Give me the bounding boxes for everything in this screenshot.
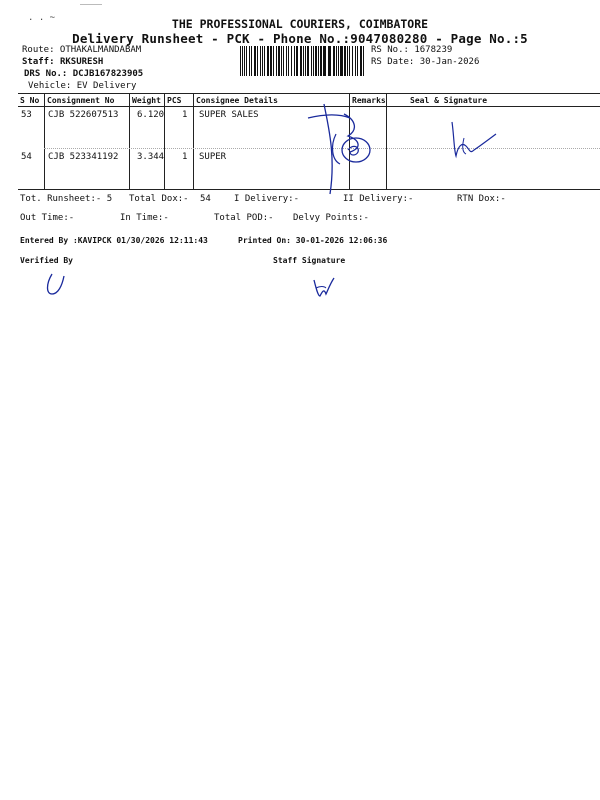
row-consignee: SUPER [199, 152, 227, 162]
total-dox-value: 54 [200, 194, 211, 204]
header-remarks: Remarks [352, 96, 386, 105]
vehicle-info: Vehicle: EV Delivery [28, 81, 137, 91]
staff-info [22, 57, 103, 67]
printed-on: Printed On: 30-01-2026 12:06:36 [238, 236, 388, 245]
row-pcs: 1 [182, 152, 188, 162]
staff-signature-mark [308, 274, 338, 302]
header-pcs: PCS [167, 96, 182, 105]
corner-marks: . . ~ [28, 13, 56, 23]
total-dox-label: Total Dox:- [129, 194, 189, 204]
staff-signature-label: Staff Signature [273, 256, 346, 265]
row-sno: 54 [21, 152, 32, 162]
handwritten-remark-mark [300, 100, 390, 200]
header-consignee: Consignee Details [196, 96, 278, 105]
row-consignment: CJB 523341192 [48, 152, 119, 162]
i-delivery: I Delivery:- [234, 194, 300, 204]
row-pcs: 1 [182, 110, 188, 120]
row-consignee: SUPER SALES [199, 110, 259, 120]
ii-delivery: II Delivery:- [343, 194, 414, 204]
rtn-dox: RTN Dox:- [457, 194, 506, 204]
col-divider [129, 93, 130, 190]
col-divider [193, 93, 194, 190]
header-sno: S No [20, 96, 40, 105]
verified-by-label: Verified By [20, 256, 73, 265]
verifier-signature [40, 270, 70, 300]
rs-date: RS Date: 30-Jan-2026 [371, 57, 480, 67]
rs-number: RS No.: 1678239 [371, 45, 453, 55]
runsheet-subtitle: Delivery Runsheet - PCK - Phone No.:9047080280 - Page No.:5 [72, 31, 528, 46]
row-weight: 3.344 [137, 152, 165, 162]
staff-label: Staff: [22, 57, 60, 67]
col-divider [44, 93, 45, 190]
header-consignment: Consignment No [47, 96, 115, 105]
delvy-points: Delvy Points:- [293, 213, 369, 223]
document-title: THE PROFESSIONAL COURIERS, COIMBATORE [171, 17, 429, 31]
in-time: In Time:- [120, 213, 169, 223]
row-sno: 53 [21, 110, 32, 120]
header-weight: Weight [132, 96, 161, 105]
drs-number: DRS No.: DCJB167823905 [24, 69, 144, 79]
col-divider [164, 93, 165, 190]
total-runsheet: Tot. Runsheet:- 5 [20, 194, 113, 204]
route-info: Route: OTHAKALMANDABAM [22, 45, 142, 55]
row-weight: 6.120 [137, 110, 165, 120]
out-time: Out Time:- [20, 213, 75, 223]
entered-by: Entered By :KAVIPCK 01/30/2026 12:11:43 [20, 236, 208, 245]
total-pod: Total POD:- [214, 213, 274, 223]
row-consignment: CJB 522607513 [48, 110, 119, 120]
staff-name: RKSURESH [59, 57, 104, 67]
table-top-rule [18, 93, 600, 94]
scan-mark [80, 4, 102, 5]
header-seal: Seal & Signature [410, 96, 488, 105]
barcode-image [240, 46, 366, 76]
consignee-signature [440, 116, 510, 176]
